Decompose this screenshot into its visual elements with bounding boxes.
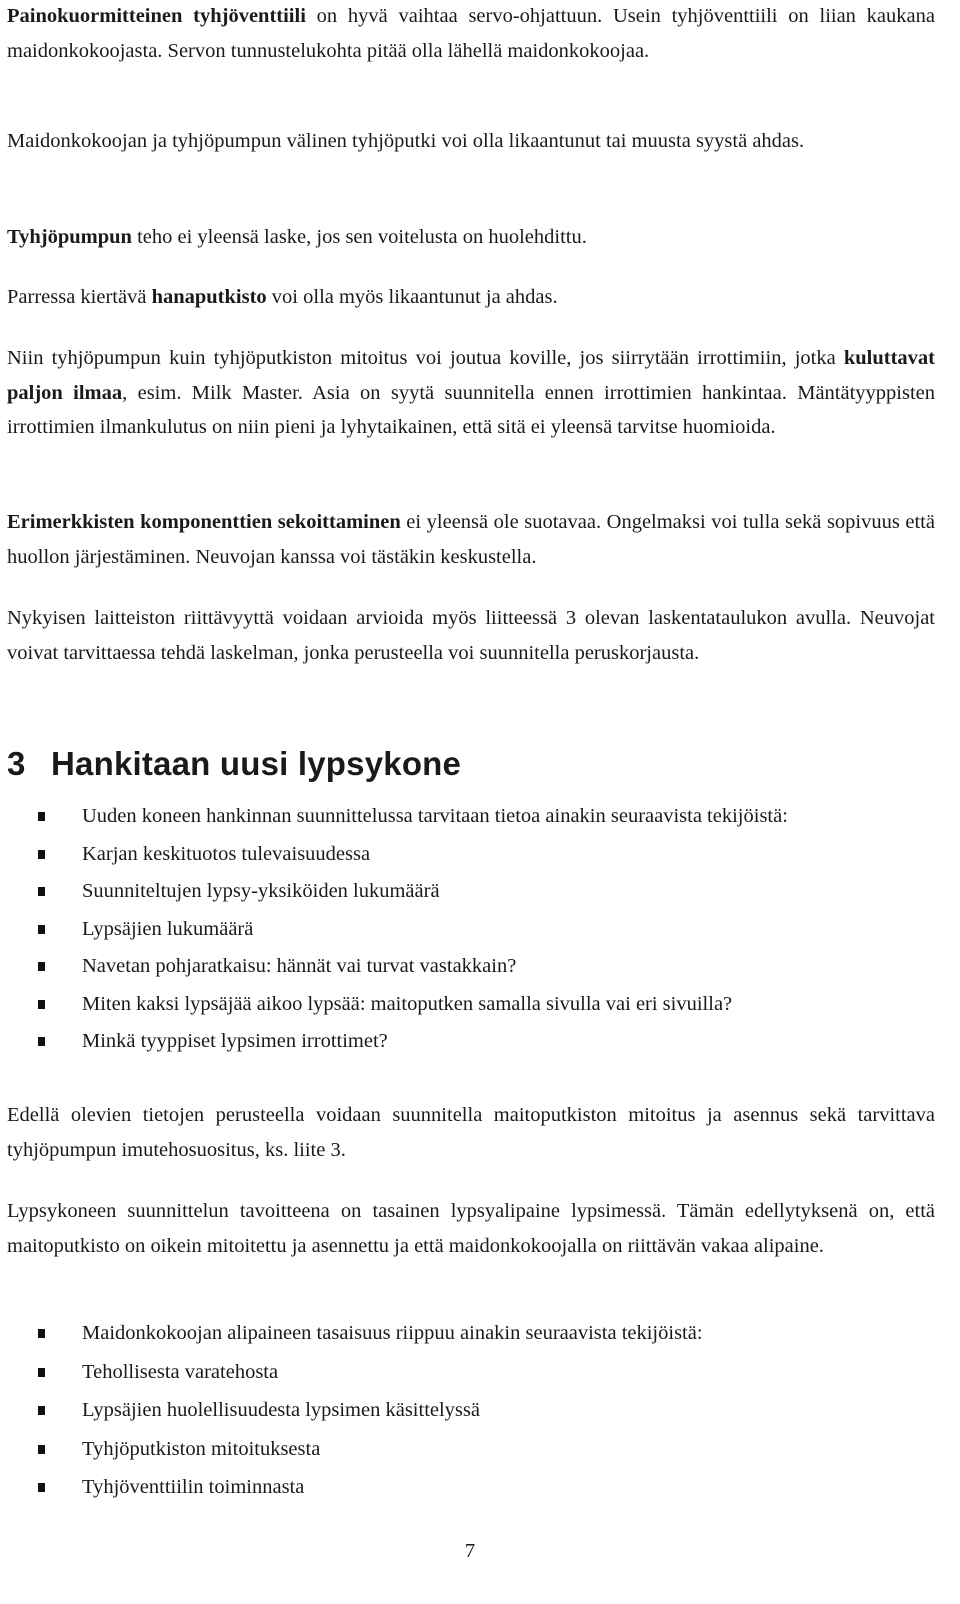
paragraph-vacuum-valve — [7, 0, 935, 68]
bullet-square-icon — [38, 1329, 45, 1338]
list-item — [0, 949, 907, 984]
bold-term: Tyhjöpumpun — [7, 226, 132, 248]
bullet-square-icon — [38, 887, 45, 896]
bullet-square-icon — [38, 1406, 45, 1415]
list-item — [0, 1024, 907, 1059]
paragraph-text: on hyvä vaihtaa servo-ohjattuun. Usein tyhjöventtiili on liian kaukana maidonkokoojasta. Servon tunnustelukohta pitää olla lähellä maidonkokoojaa. — [7, 5, 935, 62]
section-heading — [7, 744, 461, 784]
section-number: 3 — [7, 745, 26, 782]
paragraph-text: Niin tyhjöpumpun kuin tyhjöputkiston mitoitus voi joutua koville, jos siirrytään irrottimiin, jotka — [7, 347, 844, 369]
list-item-text: Uuden koneen hankinnan suunnittelussa tarvitaan tietoa ainakin seuraavista tekijöistä: — [82, 805, 788, 827]
bold-term: Erimerkkisten komponenttien sekoittaminen — [7, 511, 401, 533]
paragraph-evaluation: Nykyisen laitteiston riittävyyttä voidaan arvioida myös liitteessä 3 olevan laskentataulukon avulla. Neuvojat voivat tarvittaessa tehdä laskelman, jonka perusteella voi suunnitella peruskorjausta. — [7, 607, 935, 664]
paragraph-goal: Lypsykoneen suunnittelun tavoitteena on tasainen lypsyalipaine lypsimessä. Tämän edellytyksenä on, että maitoputkisto on oikein mitoitettu ja asennettu ja että maidonkokoojalla on riittävän vakaa alipaine. — [7, 1200, 935, 1257]
bullet-list-factors — [0, 1316, 960, 1505]
paragraph-components — [7, 505, 935, 574]
list-item — [0, 987, 907, 1022]
bullet-square-icon — [38, 1445, 45, 1454]
list-item — [0, 874, 907, 909]
bullet-square-icon — [38, 1368, 45, 1377]
list-item — [0, 1432, 907, 1467]
list-item-text: Maidonkokoojan alipaineen tasaisuus riippuu ainakin seuraavista tekijöistä: — [82, 1322, 703, 1344]
bold-term: Painokuormitteinen tyhjöventtiili — [7, 5, 306, 27]
paragraph-vacuum-pipe: Maidonkokoojan ja tyhjöpumpun välinen tyhjöputki voi olla likaantunut tai muusta syystä ahdas. — [7, 130, 805, 152]
list-item — [0, 1393, 907, 1428]
list-item — [0, 837, 907, 872]
bold-term: hanaputkisto — [151, 286, 267, 308]
list-item-text: Suunniteltujen lypsy-yksiköiden lukumäärä — [82, 880, 440, 902]
bullet-square-icon — [38, 1037, 45, 1046]
bullet-list-requirements — [0, 799, 960, 1059]
bullet-square-icon — [38, 925, 45, 934]
paragraph-text: Parressa kiertävä — [7, 286, 152, 308]
list-item-text: Miten kaksi lypsäjää aikoo lypsää: maitoputken samalla sivulla vai eri sivuilla? — [82, 992, 733, 1015]
bullet-square-icon — [38, 1000, 45, 1009]
list-item-text: Lypsäjien huolellisuudesta lypsimen käsittelyssä — [82, 1399, 480, 1421]
paragraph-vacuum-pump — [7, 220, 935, 255]
paragraph-planning: Edellä olevien tietojen perusteella voidaan suunnitella maitoputkiston mitoitus ja asennus sekä tarvittava tyhjöpumpun imutehosuositus, ks. liite 3. — [7, 1104, 935, 1161]
list-item-text: Karjan keskituotos tulevaisuudessa — [82, 842, 371, 865]
list-item-text: Lypsäjien lukumäärä — [82, 917, 254, 940]
section-title: Hankitaan uusi lypsykone — [51, 745, 462, 782]
list-item — [0, 912, 907, 947]
bold-term: kuluttavat paljon ilmaa — [7, 347, 935, 404]
list-item-text: Tyhjöputkiston mitoituksesta — [82, 1437, 321, 1460]
list-item — [0, 1316, 907, 1351]
list-item-text: Minkä tyyppiset lypsimen irrottimet? — [82, 1030, 388, 1052]
bullet-square-icon — [38, 962, 45, 971]
list-item-text: Tehollisesta varatehosta — [82, 1360, 279, 1383]
list-item-text: Navetan pohjaratkaisu: hännät vai turvat vastakkain? — [82, 955, 517, 977]
list-item — [0, 1470, 907, 1505]
paragraph-text: voi olla myös likaantunut ja ahdas. — [266, 286, 558, 308]
paragraph-text: , esim. Milk Master. Asia on syytä suunnitella ennen irrottimien hankintaa. Mäntätyyppisten irrottimien ilmankulutus on niin pieni ja lyhytaikainen, että sitä ei yleensä tarvitse huomioida. — [7, 381, 936, 438]
bullet-square-icon — [38, 850, 45, 859]
page-number: 7 — [464, 1540, 476, 1562]
bullet-square-icon — [38, 1483, 45, 1492]
paragraph-tap-piping — [7, 280, 935, 315]
list-item — [0, 799, 907, 834]
paragraph-text: teho ei yleensä laske, jos sen voitelusta on huolehdittu. — [131, 226, 587, 248]
paragraph-dimensioning — [7, 341, 935, 445]
list-item-text: Tyhjöventtiilin toiminnasta — [82, 1476, 305, 1498]
list-item — [0, 1355, 907, 1390]
bullet-square-icon — [38, 812, 45, 821]
paragraph-text: ei yleensä ole suotavaa. Ongelmaksi voi tulla sekä sopivuus että huollon järjestäminen. Neuvojan kanssa voi tästäkin keskustella. — [7, 511, 935, 568]
